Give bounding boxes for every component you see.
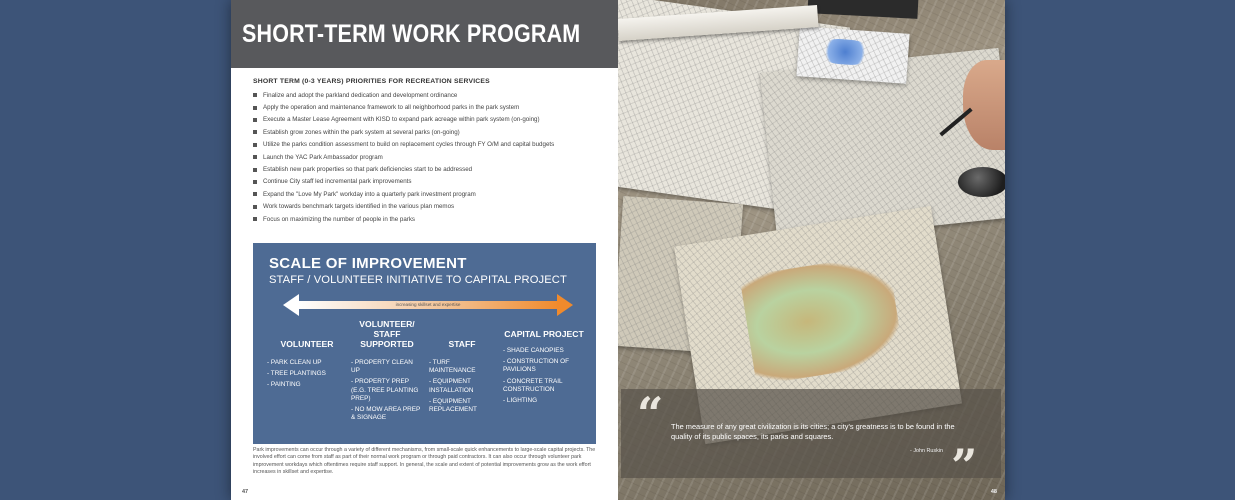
column-item: - PAINTING (267, 381, 301, 389)
square-bullet-icon (253, 205, 257, 209)
column-item: - TREE PLANTINGS (267, 370, 326, 378)
column-heading: VOLUNTEER/ STAFF SUPPORTED (359, 319, 415, 349)
column-item: - PARK CLEAN UP (267, 359, 322, 366)
column-items (351, 359, 423, 422)
page-title: SHORT-TERM WORK PROGRAM (242, 19, 581, 48)
page-number-left: 47 (242, 489, 249, 495)
brochure-spread (231, 0, 1005, 500)
square-bullet-icon (253, 143, 257, 147)
priority-item (253, 201, 603, 213)
column-items (503, 347, 585, 405)
priority-item (253, 126, 603, 138)
map-sheet (796, 26, 909, 84)
square-bullet-icon (253, 180, 257, 184)
column-volunteer (267, 319, 347, 393)
column-item: - LIGHTING (503, 397, 538, 405)
column-item: - CONCRETE TRAIL CONSTRUCTION (503, 377, 563, 393)
column-volunteer-staff-supported (351, 319, 423, 425)
left-page (231, 0, 618, 500)
square-bullet-icon (253, 192, 257, 196)
priority-item (253, 114, 603, 126)
column-item: - CONSTRUCTION OF PAVILIONS (503, 358, 570, 374)
square-bullet-icon (253, 217, 257, 221)
priority-text: Expand the "Love My Park" workday into a quarterly park investment program (263, 190, 476, 198)
priority-text: Work towards benchmark targets identified in the various plan memos (263, 203, 455, 211)
column-item: - NO MOW AREA PREP & SIGNAGE (351, 406, 421, 422)
column-items (267, 359, 347, 390)
priority-item (253, 163, 603, 175)
square-bullet-icon (253, 106, 257, 110)
priority-item (253, 213, 603, 225)
close-quote-icon: ” (951, 439, 978, 493)
column-item: - TURF MAINTENANCE (429, 359, 476, 375)
priority-item (253, 101, 603, 113)
square-bullet-icon (253, 168, 257, 172)
computer-mouse-image (958, 167, 1005, 197)
square-bullet-icon (253, 130, 257, 134)
column-item: - EQUIPMENT INSTALLATION (429, 378, 474, 394)
priority-text: Apply the operation and maintenance framework to all neighborhood parks in the park system (263, 104, 520, 112)
right-page-photo (618, 0, 1005, 500)
scale-of-improvement-panel (253, 243, 596, 444)
priority-item (253, 188, 603, 200)
priority-text: Finalize and adopt the parkland dedication and development ordinance (263, 91, 458, 99)
column-items (429, 359, 495, 414)
priority-text: Continue City staff led incremental park improvements (263, 178, 412, 186)
priority-text: Execute a Master Lease Agreement with KISD to expand park acreage within park system (on-going) (263, 116, 540, 124)
square-bullet-icon (253, 93, 257, 97)
priority-text: Establish new park properties so that park deficiencies start to be addressed (263, 166, 473, 174)
quote-author: - John Ruskin (910, 448, 943, 454)
column-item: - SHADE CANOPIES (503, 347, 564, 354)
desk-tray (807, 0, 918, 19)
priority-text: Establish grow zones within the park system at several parks (on-going) (263, 128, 460, 136)
scale-title: SCALE OF IMPROVEMENT (269, 255, 467, 272)
priority-item (253, 151, 603, 163)
priorities-list (253, 89, 603, 225)
title-band (231, 0, 618, 68)
page-number-right: 48 (990, 489, 997, 495)
priority-item (253, 176, 603, 188)
column-heading: STAFF (448, 339, 476, 349)
arrow-label: increasing skillset and expertise (395, 302, 461, 307)
priority-text: Utilize the parks condition assessment to build on replacement cycles through FY O/M and capital budgets (263, 141, 555, 149)
footnote-paragraph: Park improvements can occur through a variety of different mechanisms, from small-scale quick enhancements to large-scale capital projects. The involved effort can come from staff as part of their normal work program or through paid contractors. It can also occur through volunteer park improvement workdays which oftentimes require staff support. In general, the scale and extent of potential improvements grow as the work effort increases in skillset and expertise. (253, 447, 596, 475)
column-capital-project (503, 319, 585, 408)
priorities-section (253, 78, 603, 225)
priority-item (253, 139, 603, 151)
column-staff (429, 319, 495, 417)
priority-text: Focus on maximizing the number of people in the parks (263, 215, 416, 223)
skillset-arrow (283, 294, 573, 316)
column-item: - EQUIPMENT REPLACEMENT (429, 397, 477, 414)
column-heading: VOLUNTEER (280, 339, 334, 349)
column-heading: CAPITAL PROJECT (504, 329, 584, 339)
priority-item (253, 89, 603, 101)
quote-text: The measure of any great civilization is its cities; a city's greatness is to be found in the quality of its public spaces, its parks and squares. (671, 422, 955, 441)
column-item: - PROPERTY PREP (E.G. TREE PLANTING PREP) (351, 378, 419, 402)
square-bullet-icon (253, 155, 257, 159)
open-quote-icon: “ (637, 387, 664, 441)
priority-text: Launch the YAC Park Ambassador program (263, 153, 383, 161)
scale-subtitle: STAFF / VOLUNTEER INITIATIVE TO CAPITAL PROJECT (269, 274, 567, 286)
column-item: - PROPERTY CLEAN UP (351, 359, 413, 375)
square-bullet-icon (253, 118, 257, 122)
priorities-heading: SHORT TERM (0-3 YEARS) PRIORITIES FOR RECREATION SERVICES (253, 78, 490, 85)
